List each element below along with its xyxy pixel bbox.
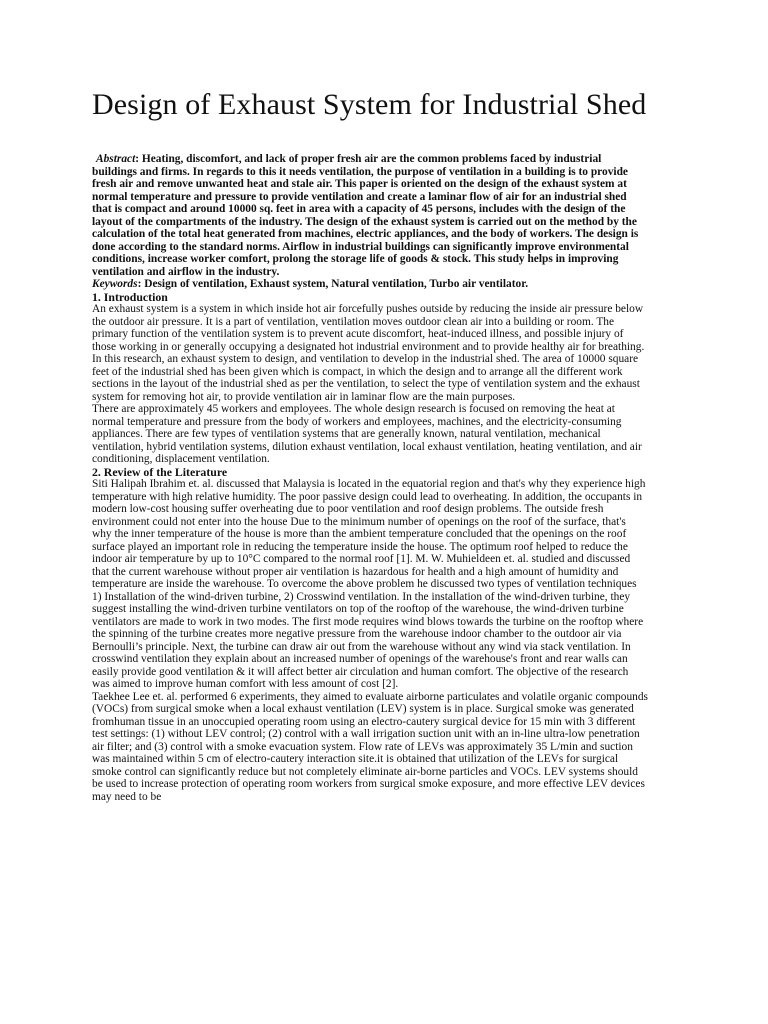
literature-review-paragraph: Taekhee Lee et. al. performed 6 experiments, they aimed to evaluate airborne particulates and volatile organic compounds (VOCs) from surgical smoke when a local exhaust ventilation (LEV) system is in place. Surgical smoke was generated fromhuman tissue in an unoccupied operating room using an electro-cautery surgical device for 15 min with 3 different test settings: (1) without LEV control; (2) control with a wall irrigation suction unit with an in-line ultra-low penetration air filter; and (3) control with a smoke evacuation system. Flow rate of LEVs was approximately 35 L/min and suction was maintained within 5 cm of electro-cautery interaction site.it is obtained that utilization of the LEVs for surgical smoke control can significantly reduce but not completely eliminate air-borne particles and VOCs. LEV systems should be used to increase protection of operating room workers from surgical smoke exposure, and more effective LEV devices may need to be <box>92 690 648 803</box>
paper-title: Design of Exhaust System for Industrial Shed <box>92 88 647 121</box>
introduction-paragraph: An exhaust system is a system in which inside hot air forcefully pushes outside by reducing the inside air pressure below the outdoor air pressure. It is a part of ventilation, ventilation moves outdoor clean air into a building or room. The primary function of the ventilation system is to prevent acute discomfort, heat-induced illness, and possible injury of those working in or generally occupying a designated hot industrial environment and to provide healthy air for breathing. <box>92 303 645 353</box>
section-heading-literature-review: 2. Review of the Literature <box>92 464 228 479</box>
section-heading-introduction: 1. Introduction <box>92 289 168 304</box>
abstract <box>92 153 648 278</box>
introduction-paragraph: In this research, an exhaust system to design, and ventilation to develop in the industrial shed. The area of 10000 square feet of the industrial shed has been given which is compact, in which the design and to arrange all the different work sections in the layout of the industrial shed as per the ventilation, to select the type of ventilation system and the exhaust system for removing hot air, to provide ventilation air in laminar flow are the main purposes. <box>92 353 640 403</box>
keywords-text: : Design of ventilation, Exhaust system, Natural ventilation, Turbo air ventilator. <box>137 278 529 290</box>
abstract-text: : Heating, discomfort, and lack of proper fresh air are the common problems faced by industrial buildings and firms. In regards to this it needs ventilation, the purpose of ventilation in a building is to provide fresh air and remove unwanted heat and stale air. This paper is oriented on the design of the exhaust system at normal temperature and pressure to provide ventilation and create a laminar flow of air for an industrial shed that is compact and around 10000 sq. feet in area with a capacity of 45 persons, includes with the design of the layout of the compartments of the industry. The design of the exhaust system is carried out on the method by the calculation of the total heat generated from machines, electric appliances, and the body of workers. The design is done according to the standard norms. Airflow in industrial buildings can significantly improve environmental conditions, increase worker comfort, prolong the storage life of goods & stock. This study helps in improving ventilation and airflow in the industry. <box>92 153 639 278</box>
abstract-label: Abstract <box>96 153 136 165</box>
literature-review-paragraph: Siti Halipah Ibrahim et. al. discussed that Malaysia is located in the equatorial region and that's why they experience high temperature with high relative humidity. The poor passive design could lead to overheating. In addition, the occupants in modern low-cost housing suffer overheating due to poor ventilation and roof design problems. The outside fresh environment could not enter into the house Due to the minimum number of openings on the roof of the surface, that's why the inner temperature of the house is more than the ambient temperature concluded that the openings on the roof surface played an important role in reducing the temperature inside the house. The optimum roof helped to reduce the indoor air temperature by up to 10°C compared to the normal roof [1]. M. W. Muhieldeen et. al. studied and discussed that the current warehouse without proper air ventilation is hazardous for health and a high amount of humidity and temperature are inside the warehouse. To overcome the above problem he discussed two types of ventilation techniques 1) Installation of the wind-driven turbine, 2) Crosswind ventilation. In the installation of the wind-driven turbine, they suggest installing the wind-driven turbine ventilators on top of the rooftop of the warehouse, the wind-driven turbine ventilators are made to work in two modes. The first mode requires wind blows towards the turbine on the rooftop where the spinning of the turbine creates more negative pressure from the warehouse indoor chamber to the outdoor air via Bernoulli’s principle. Next, the turbine can draw air out from the warehouse without any wind via stack ventilation. In crosswind ventilation they explain about an increased number of openings of the warehouse's front and rear walls can easily provide good ventilation & it will affect better air circulation and human comfort. The objective of the research was aimed to improve human comfort with less amount of cost [2]. <box>92 478 646 690</box>
keywords <box>92 278 648 291</box>
keywords-label: Keywords <box>92 278 138 290</box>
paper-body <box>92 153 648 803</box>
introduction-paragraph: There are approximately 45 workers and employees. The whole design research is focused on removing the heat at normal temperature and pressure from the body of workers and employees, machines, and the electricity-consuming appliances. There are few types of ventilation systems that are generally known, natural ventilation, mechanical ventilation, hybrid ventilation systems, dilution exhaust ventilation, local exhaust ventilation, heating ventilation, and air conditioning, displacement ventilation. <box>92 403 642 465</box>
